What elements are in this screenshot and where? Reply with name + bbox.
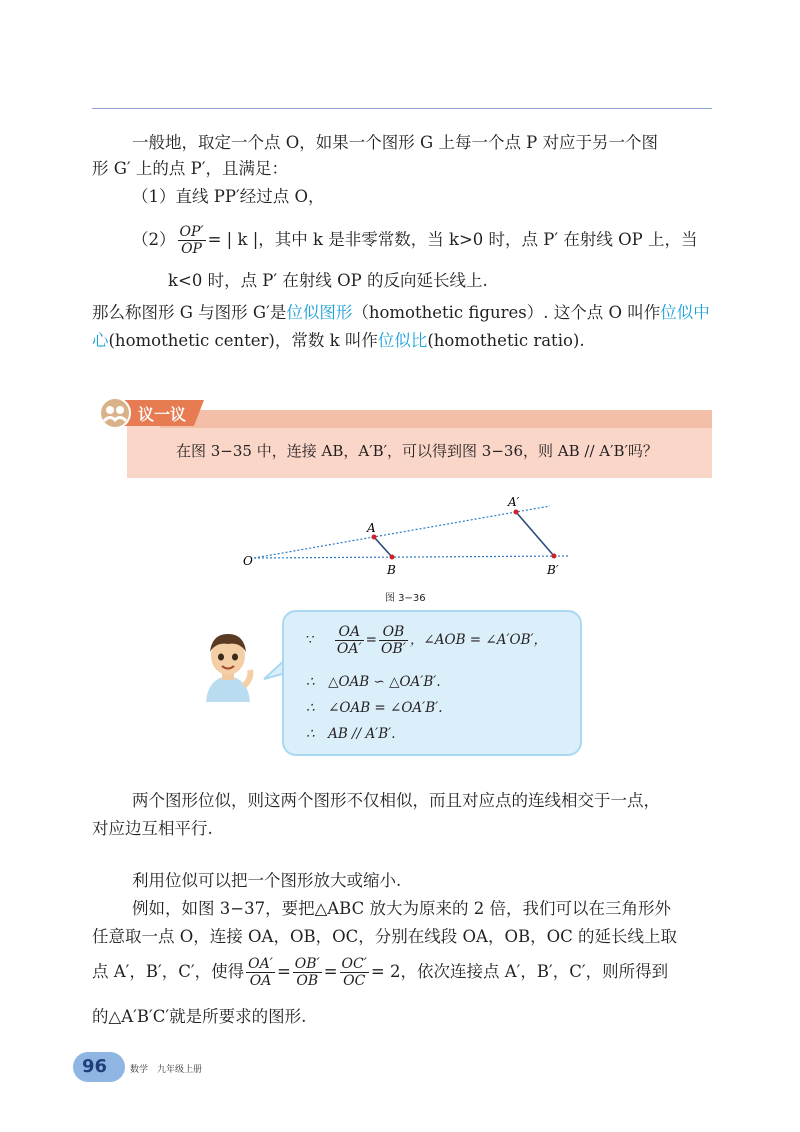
fraction-denominator: OA — [249, 973, 272, 989]
discuss-question: 在图 3−35 中，连接 AB，A′B′，可以得到图 3−36，则 AB // A′B′吗？ — [176, 442, 658, 460]
fraction-numerator: OA — [335, 624, 364, 641]
example-line-4: 的△A′B′C′就是所要求的图形. — [92, 1007, 307, 1026]
label-a: A — [367, 521, 376, 535]
fraction-numerator: OC′ — [341, 956, 367, 972]
point-a-prime — [514, 510, 519, 515]
fraction-numerator: OB — [379, 624, 408, 641]
segment-a2b2 — [516, 512, 554, 556]
summary-line-2: 对应边互相平行. — [92, 819, 213, 838]
segment-ab — [374, 537, 392, 557]
proof-equals: = — [365, 632, 377, 648]
proof-line-2: ∴ △OAB ∽ △OA′B′. — [306, 674, 441, 690]
book-title: 数学 九年级上册 — [130, 1065, 203, 1075]
page-number: 96 — [82, 1056, 108, 1077]
example-fraction-1 — [246, 956, 275, 989]
discuss-badge — [98, 396, 208, 430]
fraction-numerator: OA′ — [248, 956, 273, 972]
conclusion-text-a: 那么称图形 G 与图形 G′是 — [92, 303, 287, 322]
fraction-denominator: OC — [343, 973, 366, 989]
label-b: B — [387, 563, 396, 577]
term-homothetic-center-b: 心 — [92, 331, 109, 350]
condition-2 — [132, 224, 698, 257]
figure-3-36 — [240, 492, 580, 582]
fraction-denominator: OA′ — [336, 641, 362, 657]
fraction-numerator: OB′ — [294, 956, 320, 972]
proof-line-3: ∴ ∠OAB = ∠OA′B′. — [306, 700, 443, 716]
discuss-header-strip — [160, 410, 712, 428]
definition-conclusion-2 — [92, 330, 585, 352]
ray-o-b — [254, 556, 570, 558]
example-line-2: 任意取一点 O，连接 OA，OB，OC，分别在线段 OA，OB，OC 的延长线上取 — [92, 927, 678, 946]
point-b — [390, 555, 395, 560]
condition-2-fraction — [178, 224, 206, 257]
fraction-denominator: OB — [296, 973, 319, 989]
example-line-3-a: 点 A′，B′，C′，使得 — [92, 962, 245, 981]
proof-fraction-1 — [335, 624, 364, 657]
label-o: O — [243, 554, 253, 568]
condition-2-line-2: k<0 时，点 P′ 在射线 OP 的反向延长线上. — [168, 271, 488, 290]
condition-1: （1）直线 PP′经过点 O， — [132, 187, 325, 206]
definition-line-1: 一般地，取定一个点 O，如果一个图形 G 上每一个点 P 对应于另一个图 — [132, 133, 659, 152]
condition-2-suffix: = | k |，其中 k 是非零常数，当 k>0 时，点 P′ 在射线 OP 上，当 — [207, 230, 698, 249]
label-a-prime: A′ — [508, 495, 520, 509]
example-fraction-3 — [340, 956, 369, 989]
term-homothetic-center-a: 位似中 — [660, 303, 710, 322]
term-homothetic-figures: 位似图形 — [286, 303, 353, 322]
example-line-3-b: = 2，依次连接点 A′，B′，C′，则所得到 — [370, 962, 669, 981]
example-equals-2: = — [323, 962, 338, 981]
proof-fraction-2 — [379, 624, 408, 657]
point-b-prime — [552, 554, 557, 559]
definition-line-2: 形 G′ 上的点 P′，且满足： — [92, 159, 289, 178]
conclusion-text-b: （homothetic figures）. 这个点 O 叫作 — [352, 303, 661, 322]
figure-caption: 图 3−36 — [385, 593, 426, 604]
example-line-3 — [92, 956, 668, 989]
student-illustration — [198, 628, 258, 702]
example-fraction-2 — [293, 956, 322, 989]
proof-line-4: ∴ AB // A′B′. — [306, 726, 396, 742]
header-rule — [92, 108, 712, 109]
point-a — [372, 535, 377, 540]
summary-line-1: 两个图形位似，则这两个图形不仅相似，而且对应点的连线相交于一点， — [132, 791, 660, 810]
discuss-badge-label: 议一议 — [138, 405, 187, 424]
proof-line-1 — [306, 624, 547, 657]
conclusion-text-d: (homothetic ratio). — [427, 331, 585, 350]
fraction-denominator: OP — [181, 241, 202, 257]
label-b-prime: B′ — [547, 563, 559, 577]
because-symbol: ∵ — [306, 632, 315, 648]
fraction-numerator: OP′ — [179, 224, 204, 240]
conclusion-text-c: (homothetic center)，常数 k 叫作 — [108, 331, 378, 350]
term-homothetic-ratio: 位似比 — [377, 331, 428, 350]
definition-conclusion-1 — [92, 302, 710, 324]
ray-o-a — [254, 506, 550, 558]
proof-angle-equality: ，∠AOB = ∠A′OB′， — [409, 632, 548, 648]
fraction-denominator: OB′ — [380, 641, 406, 657]
example-intro: 利用位似可以把一个图形放大或缩小. — [132, 871, 402, 890]
example-line-1: 例如，如图 3−37，要把△ABC 放大为原来的 2 倍，我们可以在三角形外 — [132, 899, 671, 918]
condition-2-prefix: （2） — [132, 230, 176, 249]
example-equals-1: = — [276, 962, 291, 981]
